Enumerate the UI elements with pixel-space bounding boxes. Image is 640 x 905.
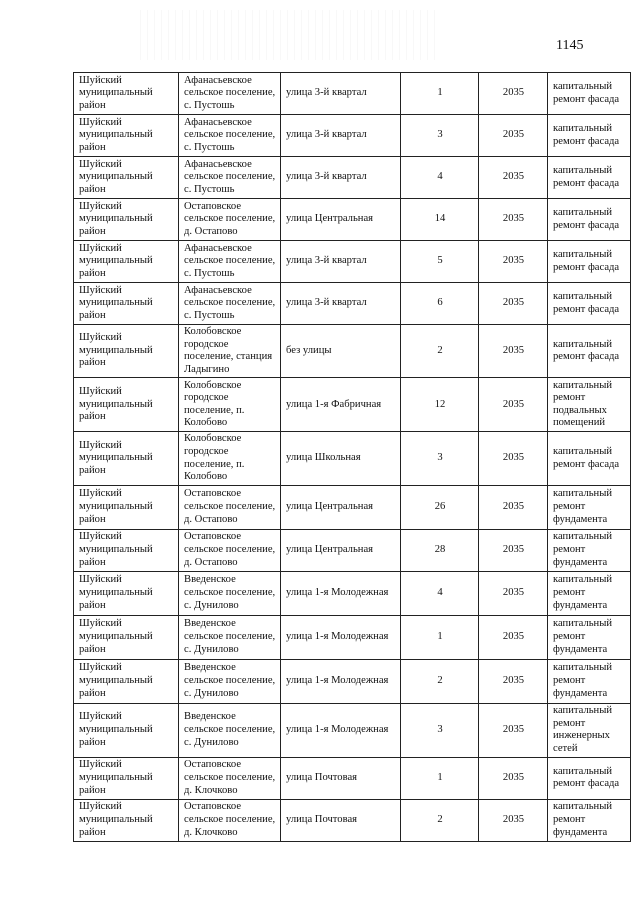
house-number-cell: 6 (401, 283, 479, 325)
work-type-cell: капитальный ремонт фасада (548, 241, 631, 283)
district-cell: Шуйский муниципальный район (74, 115, 179, 157)
house-number-cell: 2 (401, 659, 479, 703)
street-cell: улица 1-я Молодежная (281, 571, 401, 615)
year-cell: 2035 (479, 529, 548, 571)
table-row (74, 115, 631, 157)
district-cell: Шуйский муниципальный район (74, 432, 179, 485)
work-type-cell: капитальный ремонт фасада (548, 283, 631, 325)
house-number-cell: 1 (401, 757, 479, 799)
year-cell: 2035 (479, 73, 548, 115)
house-number-cell: 4 (401, 157, 479, 199)
district-cell: Шуйский муниципальный район (74, 241, 179, 283)
work-type-cell: капитальный ремонт подвальных помещений (548, 378, 631, 432)
district-cell: Шуйский муниципальный район (74, 659, 179, 703)
table-row (74, 378, 631, 432)
street-cell: улица 3-й квартал (281, 115, 401, 157)
street-cell: улица Почтовая (281, 799, 401, 841)
house-number-cell: 3 (401, 703, 479, 757)
year-cell: 2035 (479, 283, 548, 325)
house-number-cell: 1 (401, 615, 479, 659)
table-row (74, 325, 631, 378)
settlement-cell: Остаповское сельское поселение, д. Остапово (179, 529, 281, 571)
district-cell: Шуйский муниципальный район (74, 615, 179, 659)
work-type-cell: капитальный ремонт инженерных сетей (548, 703, 631, 757)
street-cell: улица Центральная (281, 529, 401, 571)
table-row (74, 241, 631, 283)
street-cell: улица 1-я Молодежная (281, 615, 401, 659)
settlement-cell: Афанасьевское сельское поселение, с. Пустошь (179, 73, 281, 115)
table-row (74, 571, 631, 615)
district-cell: Шуйский муниципальный район (74, 325, 179, 378)
work-type-cell: капитальный ремонт фасада (548, 157, 631, 199)
house-number-cell: 26 (401, 485, 479, 529)
house-number-cell: 4 (401, 571, 479, 615)
house-number-cell: 1 (401, 73, 479, 115)
year-cell: 2035 (479, 757, 548, 799)
district-cell: Шуйский муниципальный район (74, 799, 179, 841)
work-type-cell: капитальный ремонт фасада (548, 757, 631, 799)
page-number: 1145 (556, 38, 584, 53)
table-row (74, 757, 631, 799)
settlement-cell: Афанасьевское сельское поселение, с. Пустошь (179, 283, 281, 325)
work-type-cell: капитальный ремонт фундамента (548, 659, 631, 703)
table-row (74, 703, 631, 757)
settlement-cell: Колобовское городское поселение, станция Ладыгино (179, 325, 281, 378)
settlement-cell: Введенское сельское поселение, с. Дунилово (179, 659, 281, 703)
year-cell: 2035 (479, 115, 548, 157)
district-cell: Шуйский муниципальный район (74, 703, 179, 757)
district-cell: Шуйский муниципальный район (74, 571, 179, 615)
year-cell: 2035 (479, 432, 548, 485)
year-cell: 2035 (479, 659, 548, 703)
year-cell: 2035 (479, 199, 548, 241)
year-cell: 2035 (479, 703, 548, 757)
district-cell: Шуйский муниципальный район (74, 757, 179, 799)
street-cell: улица Центральная (281, 485, 401, 529)
street-cell: улица 3-й квартал (281, 157, 401, 199)
district-cell: Шуйский муниципальный район (74, 378, 179, 432)
settlement-cell: Афанасьевское сельское поселение, с. Пустошь (179, 115, 281, 157)
year-cell: 2035 (479, 157, 548, 199)
house-number-cell: 2 (401, 799, 479, 841)
settlement-cell: Остаповское сельское поселение, д. Клочково (179, 799, 281, 841)
table-row (74, 485, 631, 529)
house-number-cell: 3 (401, 432, 479, 485)
street-cell: улица 1-я Фабричная (281, 378, 401, 432)
street-cell: улица 3-й квартал (281, 73, 401, 115)
district-cell: Шуйский муниципальный район (74, 529, 179, 571)
table-row (74, 199, 631, 241)
work-type-cell: капитальный ремонт фасада (548, 73, 631, 115)
street-cell: улица Почтовая (281, 757, 401, 799)
settlement-cell: Введенское сельское поселение, с. Дунилово (179, 703, 281, 757)
district-cell: Шуйский муниципальный район (74, 157, 179, 199)
settlement-cell: Остаповское сельское поселение, д. Остапово (179, 485, 281, 529)
table-row (74, 529, 631, 571)
work-type-cell: капитальный ремонт фасада (548, 325, 631, 378)
scan-noise (140, 10, 440, 60)
house-number-cell: 14 (401, 199, 479, 241)
settlement-cell: Остаповское сельское поселение, д. Клочково (179, 757, 281, 799)
house-number-cell: 28 (401, 529, 479, 571)
settlement-cell: Остаповское сельское поселение, д. Остапово (179, 199, 281, 241)
table-row (74, 615, 631, 659)
settlement-cell: Колобовское городское поселение, п. Колобово (179, 432, 281, 485)
year-cell: 2035 (479, 799, 548, 841)
work-type-cell: капитальный ремонт фундамента (548, 615, 631, 659)
street-cell: улица 3-й квартал (281, 241, 401, 283)
work-type-cell: капитальный ремонт фасада (548, 115, 631, 157)
repair-schedule-table (73, 72, 631, 842)
settlement-cell: Введенское сельское поселение, с. Дунилово (179, 571, 281, 615)
street-cell: без улицы (281, 325, 401, 378)
work-type-cell: капитальный ремонт фундамента (548, 571, 631, 615)
settlement-cell: Колобовское городское поселение, п. Колобово (179, 378, 281, 432)
year-cell: 2035 (479, 571, 548, 615)
year-cell: 2035 (479, 241, 548, 283)
district-cell: Шуйский муниципальный район (74, 283, 179, 325)
street-cell: улица 1-я Молодежная (281, 659, 401, 703)
work-type-cell: капитальный ремонт фундамента (548, 799, 631, 841)
settlement-cell: Введенское сельское поселение, с. Дунилово (179, 615, 281, 659)
work-type-cell: капитальный ремонт фундамента (548, 529, 631, 571)
table-row (74, 432, 631, 485)
settlement-cell: Афанасьевское сельское поселение, с. Пустошь (179, 157, 281, 199)
house-number-cell: 3 (401, 115, 479, 157)
street-cell: улица Центральная (281, 199, 401, 241)
table-row (74, 73, 631, 115)
table-row (74, 283, 631, 325)
district-cell: Шуйский муниципальный район (74, 73, 179, 115)
street-cell: улица 3-й квартал (281, 283, 401, 325)
year-cell: 2035 (479, 378, 548, 432)
district-cell: Шуйский муниципальный район (74, 485, 179, 529)
district-cell: Шуйский муниципальный район (74, 199, 179, 241)
house-number-cell: 5 (401, 241, 479, 283)
house-number-cell: 2 (401, 325, 479, 378)
house-number-cell: 12 (401, 378, 479, 432)
year-cell: 2035 (479, 615, 548, 659)
work-type-cell: капитальный ремонт фасада (548, 199, 631, 241)
table-row (74, 157, 631, 199)
work-type-cell: капитальный ремонт фасада (548, 432, 631, 485)
table-row (74, 659, 631, 703)
street-cell: улица Школьная (281, 432, 401, 485)
settlement-cell: Афанасьевское сельское поселение, с. Пустошь (179, 241, 281, 283)
street-cell: улица 1-я Молодежная (281, 703, 401, 757)
work-type-cell: капитальный ремонт фундамента (548, 485, 631, 529)
year-cell: 2035 (479, 485, 548, 529)
table-row (74, 799, 631, 841)
year-cell: 2035 (479, 325, 548, 378)
